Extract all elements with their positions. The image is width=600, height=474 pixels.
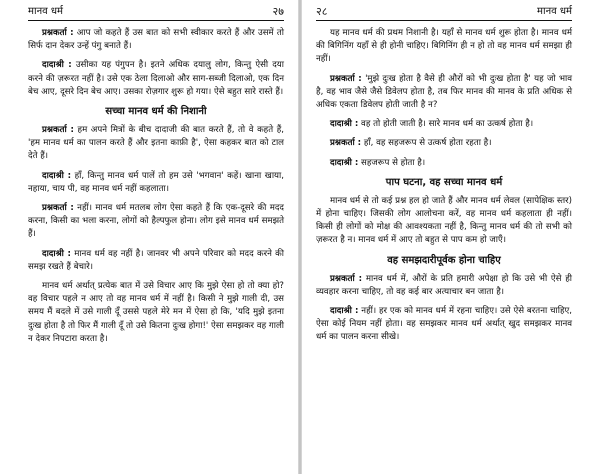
right-section-heading-1: पाप घटना, वह सच्चा मानव धर्म (385, 176, 503, 188)
left-paragraph-3 (28, 124, 284, 164)
speaker-label: दादाश्री : (42, 248, 71, 259)
paragraph-text: हम अपने मित्रों के बीच दादाजी की बात करते हैं, तो वे कहते हैं, 'हम मानव धर्म का पालन करते हैं और इतना काफ़ी है', ऐसा कहकर बात को टाल देते हैं। (28, 125, 285, 162)
right-paragraph-2 (316, 73, 572, 113)
right-paragraph-1: यह मानव धर्म की प्रथम निशानी है। यहाँ से मानव धर्म शुरू होता है। मानव धर्म की बिगिनिंग यहाँ से ही होनी चाहिए। बिगिनिंग ही न हो तो वह मानव धर्म समझा ही नहीं। (316, 28, 572, 65)
right-paragraph-5 (316, 157, 572, 170)
left-paragraph-6 (28, 248, 284, 274)
paragraph-text: 'मुझे दुःख होता है वैसे ही औरों को भी दुःख होता है' यह जो भाव है, वह भाव जैसे जैसे डिवेलप होता है, तब फिर मानव की मानव के प्रति अधिक से अधिक एकता डिवेलप होती जाती है न? (316, 73, 572, 111)
left-section-heading: सच्चा मानव धर्म की निशानी (105, 106, 207, 118)
paragraph-text: हाँ, वह सहजरूप से उत्कर्ष होता रहता है। (361, 138, 492, 149)
left-paragraph-7: मानव धर्म अर्थात् प्रत्येक बात में उसे विचार आए कि मुझे ऐसा हो तो क्या हो? वह विचार पहले न आए तो वह मानव धर्म में नहीं है। किसी ने मुझे गाली दी, उस समय मैं बदले में उसे गाली दूँ उससे पहले मेरे मन में ऐसा हो कि, 'यदि मुझे इतना दुःख होता है तो फिर मैं गाली दूँ तो उसे कितना दुःख होगा!' ऐसा समझकर वह गाली न देकर निपटारा करता है। (28, 281, 284, 344)
left-running-title: मानव धर्म (28, 6, 63, 17)
right-page (302, 0, 600, 474)
paragraph-text: आप जो कहते हैं उस बात को सभी स्वीकार करते हैं और उसमें तो सिर्फ दान देकर उन्हें पंगु बनाते हैं। (28, 28, 284, 52)
speaker-label: प्रश्नकर्ता : (42, 125, 74, 136)
speaker-label: दादाश्री : (42, 170, 72, 181)
paragraph-text: मानव धर्म में, औरों के प्रति हमारी अपेक्षा हो कि उसे भी ऐसे ही व्यवहार करना चाहिए, तो वह कई बार अत्याचार बन जाता है। (316, 273, 572, 297)
left-paragraph-5 (28, 202, 284, 242)
speaker-label: प्रश्नकर्ता : (42, 203, 74, 214)
right-section-heading-2: वह समझदारीपूर्वक होना चाहिए (387, 254, 501, 266)
speaker-label: प्रश्नकर्ता : (330, 73, 362, 84)
speaker-label: प्रश्नकर्ता : (330, 273, 363, 284)
paragraph-text: नहीं। हर एक को मानव धर्म में रहना चाहिए। उसे ऐसे बरतना चाहिए, ऐसा कोई नियम नहीं होता। वह समझकर मानव धर्म अर्थात् खुद समझकर मानव धर्म का पालन करना सीखे। (316, 306, 573, 343)
left-page-header (28, 6, 284, 21)
speaker-label: प्रश्नकर्ता : (330, 138, 362, 149)
paragraph-text: नहीं। मानव धर्म मतलब लोग ऐसा कहते हैं कि एक-दूसरे की मदद करना, किसी का भला करना, लोगों को हैल्पफुल होना। लोग इसे मानव धर्म समझते हैं। (28, 203, 284, 240)
paragraph-text: सहजरूप से होता है। (358, 157, 426, 168)
right-paragraph-7 (316, 273, 572, 299)
left-page-number: २७ (272, 5, 284, 18)
speaker-label: दादाश्री : (42, 60, 72, 71)
speaker-label: दादाश्री : (330, 306, 359, 317)
paragraph-text: वह तो होती जाती है। सारे मानव धर्म का उत्कर्ष होता है। (358, 119, 534, 130)
speaker-label: दादाश्री : (330, 119, 359, 130)
paragraph-text: उसीका यह पंगुपन है। इतने अधिक दयालु लोग, किन्तु ऐसी दया करने की ज़रूरत नहीं है। उसे एक ठेला दिलाओ और साग-सब्जी दिलाओ, एक दिन बेच आए, दूसरे दिन बेच आए। उसका रोज़गार शुरू हो गया। ऐसे बहुत सारे रास्ते हैं। (28, 60, 284, 97)
left-paragraph-4 (28, 170, 284, 196)
left-paragraph-1 (28, 27, 284, 53)
right-running-title: मानव धर्म (537, 6, 572, 17)
right-paragraph-8 (316, 305, 572, 345)
right-paragraph-3 (316, 118, 572, 131)
right-paragraph-6: मानव धर्म से तो कई प्रश्न हल हो जाते हैं और मानव धर्म लेवल (सापेक्षिक स्तर) में होना चाहिए। जिसकी लोग आलोचना करें, वह मानव धर्म कहलाता ही नहीं। किसी ही लोगों को मोक्ष की आवश्यकता नहीं है, किन्तु मानव धर्म की तो सभी को ज़रूरत है न। मानव धर्म में आए तो बहुत से पाप कम हो जाएँ। (316, 195, 572, 246)
right-paragraph-4 (316, 137, 572, 150)
speaker-label: दादाश्री : (330, 157, 359, 168)
speaker-label: प्रश्नकर्ता : (42, 28, 74, 38)
left-page (0, 0, 298, 474)
right-page-header (316, 6, 572, 21)
paragraph-text: मानव धर्म वह नहीं है। जानवर भी अपने परिवार को मदद करने की समझ रखते हैं बेचारे। (28, 248, 284, 272)
paragraph-text: हाँ, किन्तु मानव धर्म पालें तो हम उसे 'भगवान' कहें। खाना खाया, नहाया, चाय पी, वह मानव धर्म नहीं कहलाता। (28, 170, 284, 194)
right-page-number: २८ (316, 5, 328, 18)
left-paragraph-2 (28, 59, 284, 99)
